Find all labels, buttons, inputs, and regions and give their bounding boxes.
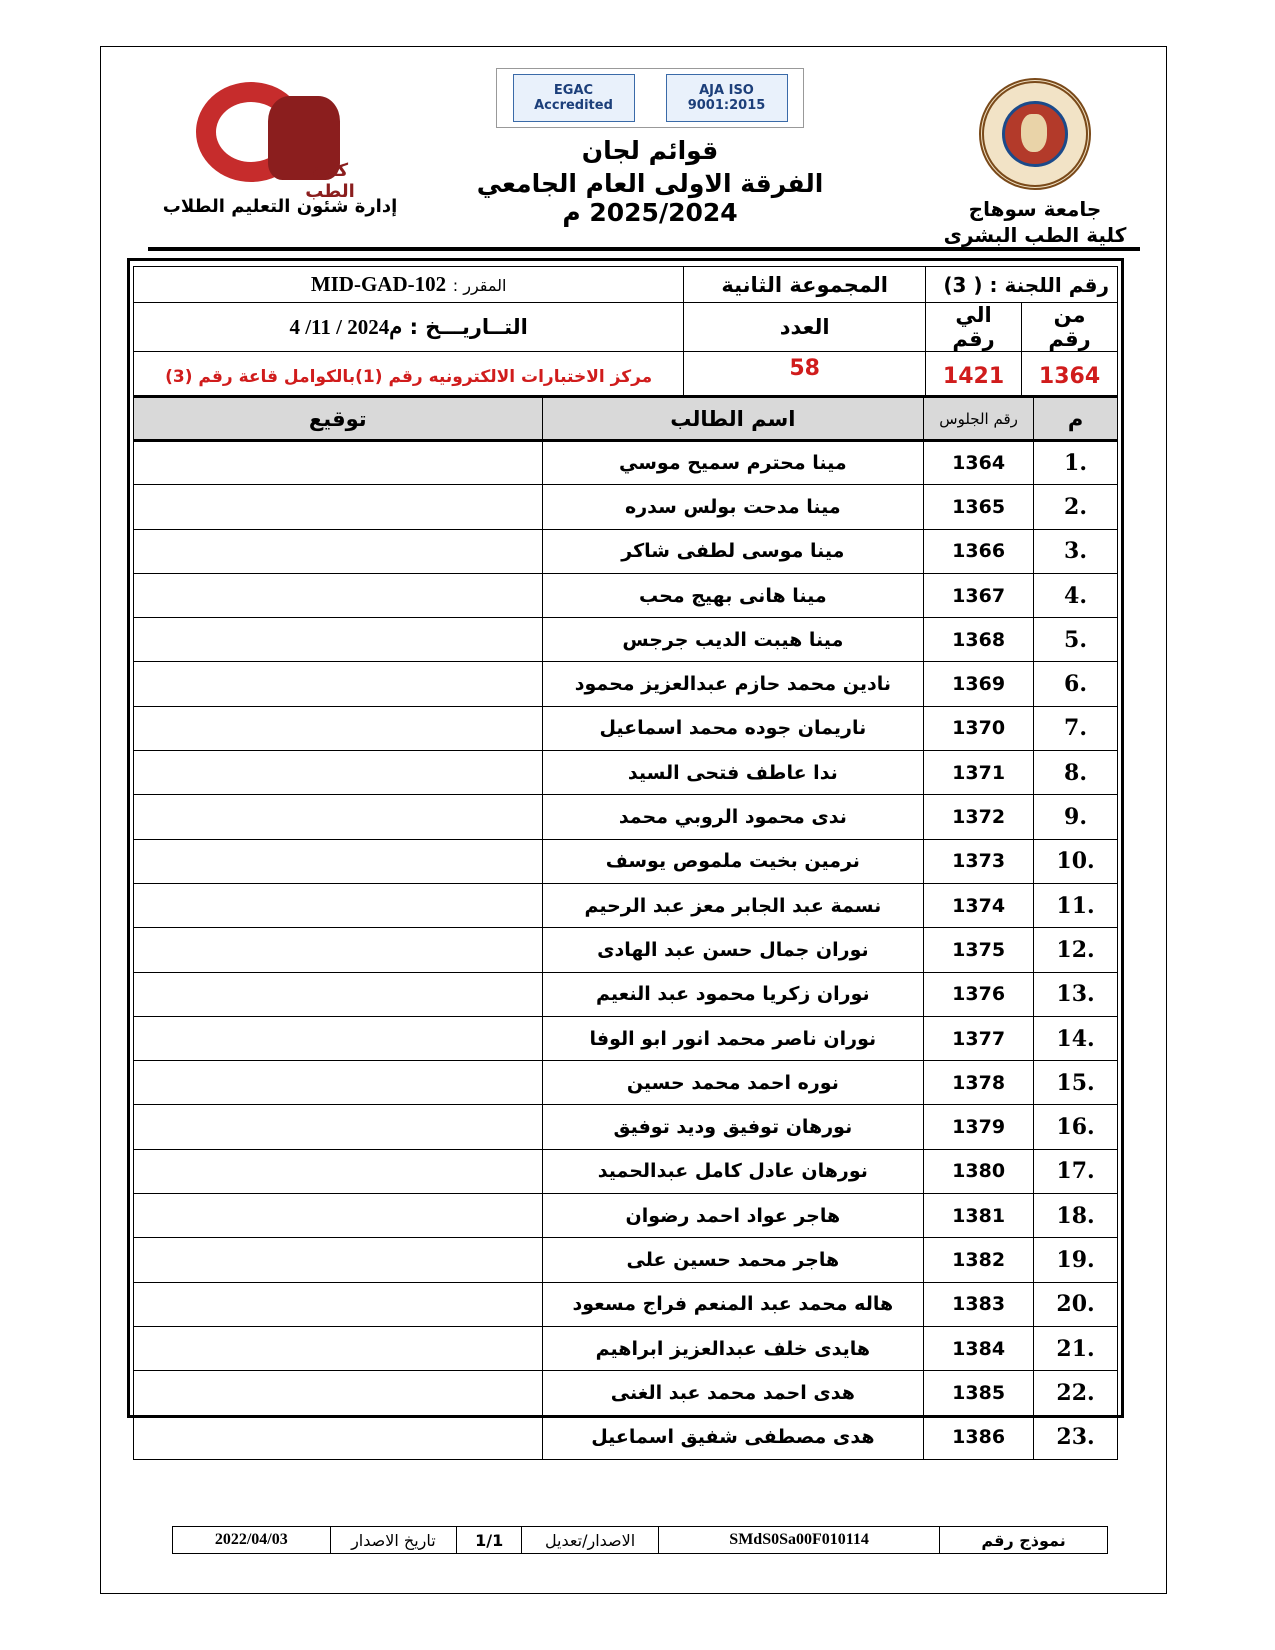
row-signature-cell[interactable] [134, 1238, 543, 1282]
course-label: المقرر : [452, 276, 507, 295]
issue-date: 2022/04/03 [173, 1527, 331, 1554]
row-student-name: مينا موسى لطفى شاكر [542, 529, 924, 573]
university-header [930, 78, 1140, 248]
table-row [134, 1105, 1118, 1149]
page-title: قوائم لجان [581, 136, 719, 165]
row-signature-cell[interactable] [134, 1149, 543, 1193]
row-index: 1. [1034, 441, 1118, 485]
row-seat-number: 1380 [924, 1149, 1034, 1193]
aja-logo-icon: AJA ISO 9001:2015 [666, 74, 788, 122]
row-signature-cell[interactable] [134, 1105, 543, 1149]
row-signature-cell[interactable] [134, 441, 543, 485]
row-signature-cell[interactable] [134, 1326, 543, 1370]
group-name: المجموعة الثانية [684, 267, 926, 303]
row-signature-cell[interactable] [134, 1415, 543, 1459]
row-index: 7. [1034, 706, 1118, 750]
row-seat-number: 1378 [924, 1061, 1034, 1105]
row-student-name: هدى مصطفى شفيق اسماعيل [542, 1415, 924, 1459]
table-row [134, 706, 1118, 750]
row-student-name: هاله محمد عبد المنعم فراج مسعود [542, 1282, 924, 1326]
row-seat-number: 1374 [924, 883, 1034, 927]
exam-location: مركز الاختبارات الالكترونيه رقم (1)بالكوامل قاعة رقم (3) [134, 352, 684, 402]
university-seal-icon [979, 78, 1091, 190]
form-code: SMdS0Sa00F010114 [659, 1527, 940, 1554]
row-seat-number: 1385 [924, 1371, 1034, 1415]
to-number: 1421 [926, 352, 1022, 402]
date-value: 4 /11 / 2024م [289, 314, 403, 339]
row-student-name: هدى احمد محمد عبد الغنى [542, 1371, 924, 1415]
row-seat-number: 1386 [924, 1415, 1034, 1459]
header-seat-number: رقم الجلوس [924, 397, 1034, 441]
table-row [134, 1238, 1118, 1282]
from-label: من رقم [1022, 303, 1118, 352]
student-list-table [133, 395, 1118, 1460]
row-seat-number: 1367 [924, 573, 1034, 617]
row-student-name: نورهان توفيق وديد توفيق [542, 1105, 924, 1149]
row-seat-number: 1364 [924, 441, 1034, 485]
row-seat-number: 1366 [924, 529, 1034, 573]
header-student-name: اسم الطالب [542, 397, 924, 441]
date-cell [134, 303, 684, 352]
row-student-name: مينا مدحت بولس سدره [542, 485, 924, 529]
course-code: MID-GAD-102 [310, 272, 447, 296]
course-cell [134, 267, 684, 303]
row-student-name: هاجر عواد احمد رضوان [542, 1194, 924, 1238]
student-count: 58 [684, 352, 926, 402]
row-student-name: نوران جمال حسن عبد الهادى [542, 928, 924, 972]
row-index: 4. [1034, 573, 1118, 617]
table-row [134, 883, 1118, 927]
form-number-label: نموذج رقم [940, 1527, 1108, 1554]
row-index: 8. [1034, 751, 1118, 795]
row-seat-number: 1379 [924, 1105, 1034, 1149]
row-seat-number: 1382 [924, 1238, 1034, 1282]
row-signature-cell[interactable] [134, 706, 543, 750]
table-row [134, 573, 1118, 617]
row-student-name: ناريمان جوده محمد اسماعيل [542, 706, 924, 750]
row-student-name: نادين محمد حازم عبدالعزيز محمود [542, 662, 924, 706]
row-signature-cell[interactable] [134, 795, 543, 839]
table-row [134, 972, 1118, 1016]
row-signature-cell[interactable] [134, 1371, 543, 1415]
row-student-name: مينا محترم سميح موسي [542, 441, 924, 485]
row-signature-cell[interactable] [134, 485, 543, 529]
row-index: 5. [1034, 618, 1118, 662]
row-seat-number: 1370 [924, 706, 1034, 750]
row-signature-cell[interactable] [134, 573, 543, 617]
row-signature-cell[interactable] [134, 883, 543, 927]
row-index: 2. [1034, 485, 1118, 529]
row-seat-number: 1383 [924, 1282, 1034, 1326]
table-row [134, 618, 1118, 662]
row-seat-number: 1373 [924, 839, 1034, 883]
row-signature-cell[interactable] [134, 1061, 543, 1105]
row-student-name: هاجر محمد حسين على [542, 1238, 924, 1282]
table-row [134, 795, 1118, 839]
row-student-name: نوره احمد محمد حسين [542, 1061, 924, 1105]
row-index: 20. [1034, 1282, 1118, 1326]
row-index: 19. [1034, 1238, 1118, 1282]
row-index: 6. [1034, 662, 1118, 706]
row-index: 12. [1034, 928, 1118, 972]
date-label: التــاريـــخ : [409, 314, 528, 339]
table-row [134, 751, 1118, 795]
row-signature-cell[interactable] [134, 928, 543, 972]
faculty-logo-icon: كلية الطب [192, 72, 368, 190]
row-seat-number: 1372 [924, 795, 1034, 839]
row-seat-number: 1371 [924, 751, 1034, 795]
table-row [134, 529, 1118, 573]
row-index: 10. [1034, 839, 1118, 883]
row-seat-number: 1384 [924, 1326, 1034, 1370]
header-divider [148, 247, 1140, 251]
row-index: 14. [1034, 1016, 1118, 1060]
faculty-logo-block [160, 72, 400, 217]
table-row [134, 1016, 1118, 1060]
to-label: الي رقم [926, 303, 1022, 352]
table-row [134, 1061, 1118, 1105]
row-student-name: ندى محمود الروبي محمد [542, 795, 924, 839]
row-index: 15. [1034, 1061, 1118, 1105]
row-seat-number: 1375 [924, 928, 1034, 972]
row-student-name: نوران زكريا محمود عبد النعيم [542, 972, 924, 1016]
table-row [134, 1415, 1118, 1459]
row-student-name: مينا هيبت الديب جرجس [542, 618, 924, 662]
table-row [134, 1282, 1118, 1326]
row-seat-number: 1369 [924, 662, 1034, 706]
row-student-name: مينا هانى بهيج محب [542, 573, 924, 617]
row-index: 18. [1034, 1194, 1118, 1238]
row-index: 9. [1034, 795, 1118, 839]
certification-logos [496, 68, 804, 128]
row-index: 17. [1034, 1149, 1118, 1193]
form-footer [172, 1526, 1108, 1554]
row-index: 3. [1034, 529, 1118, 573]
table-row [134, 485, 1118, 529]
egac-logo-icon: EGAC Accredited [513, 74, 635, 122]
edition-label: الاصدار/تعديل [522, 1527, 659, 1554]
edition-value: 1/1 [457, 1527, 522, 1554]
table-row [134, 1326, 1118, 1370]
row-signature-cell[interactable] [134, 839, 543, 883]
row-signature-cell[interactable] [134, 1282, 543, 1326]
row-student-name: نسمة عبد الجابر معز عبد الرحيم [542, 883, 924, 927]
table-row [134, 1149, 1118, 1193]
row-signature-cell[interactable] [134, 529, 543, 573]
row-student-name: هايدى خلف عبدالعزيز ابراهيم [542, 1326, 924, 1370]
row-student-name: نوران ناصر محمد انور ابو الوفا [542, 1016, 924, 1060]
table-row [134, 1371, 1118, 1415]
table-row [134, 662, 1118, 706]
row-signature-cell[interactable] [134, 751, 543, 795]
header-index: م [1034, 397, 1118, 441]
row-index: 23. [1034, 1415, 1118, 1459]
faculty-name: كلية الطب البشرى [943, 223, 1127, 247]
row-index: 21. [1034, 1326, 1118, 1370]
row-signature-cell[interactable] [134, 1016, 543, 1060]
committee-info-table [133, 266, 1118, 402]
row-signature-cell[interactable] [134, 1194, 543, 1238]
count-label: العدد [684, 303, 926, 352]
table-row [134, 1194, 1118, 1238]
title-block [430, 68, 870, 227]
row-signature-cell[interactable] [134, 618, 543, 662]
row-seat-number: 1368 [924, 618, 1034, 662]
from-number: 1364 [1022, 352, 1118, 402]
row-signature-cell[interactable] [134, 972, 543, 1016]
page-subtitle: الفرقة الاولى العام الجامعي 2025/2024 م [476, 169, 824, 227]
row-index: 11. [1034, 883, 1118, 927]
table-row [134, 928, 1118, 972]
row-seat-number: 1376 [924, 972, 1034, 1016]
table-row [134, 441, 1118, 485]
row-student-name: نورهان عادل كامل عبدالحميد [542, 1149, 924, 1193]
header-signature: توقيع [134, 397, 543, 441]
row-seat-number: 1377 [924, 1016, 1034, 1060]
row-index: 22. [1034, 1371, 1118, 1415]
row-seat-number: 1381 [924, 1194, 1034, 1238]
issue-date-label: تاريخ الاصدار [330, 1527, 457, 1554]
committee-number: رقم اللجنة : ( 3) [926, 267, 1118, 303]
table-row [134, 839, 1118, 883]
row-student-name: ندا عاطف فتحى السيد [542, 751, 924, 795]
administration-name: إدارة شئون التعليم الطلاب [162, 196, 398, 217]
university-name: جامعة سوهاج [968, 197, 1102, 221]
row-signature-cell[interactable] [134, 662, 543, 706]
row-seat-number: 1365 [924, 485, 1034, 529]
row-index: 13. [1034, 972, 1118, 1016]
row-student-name: نرمين بخيت ملموص يوسف [542, 839, 924, 883]
row-index: 16. [1034, 1105, 1118, 1149]
